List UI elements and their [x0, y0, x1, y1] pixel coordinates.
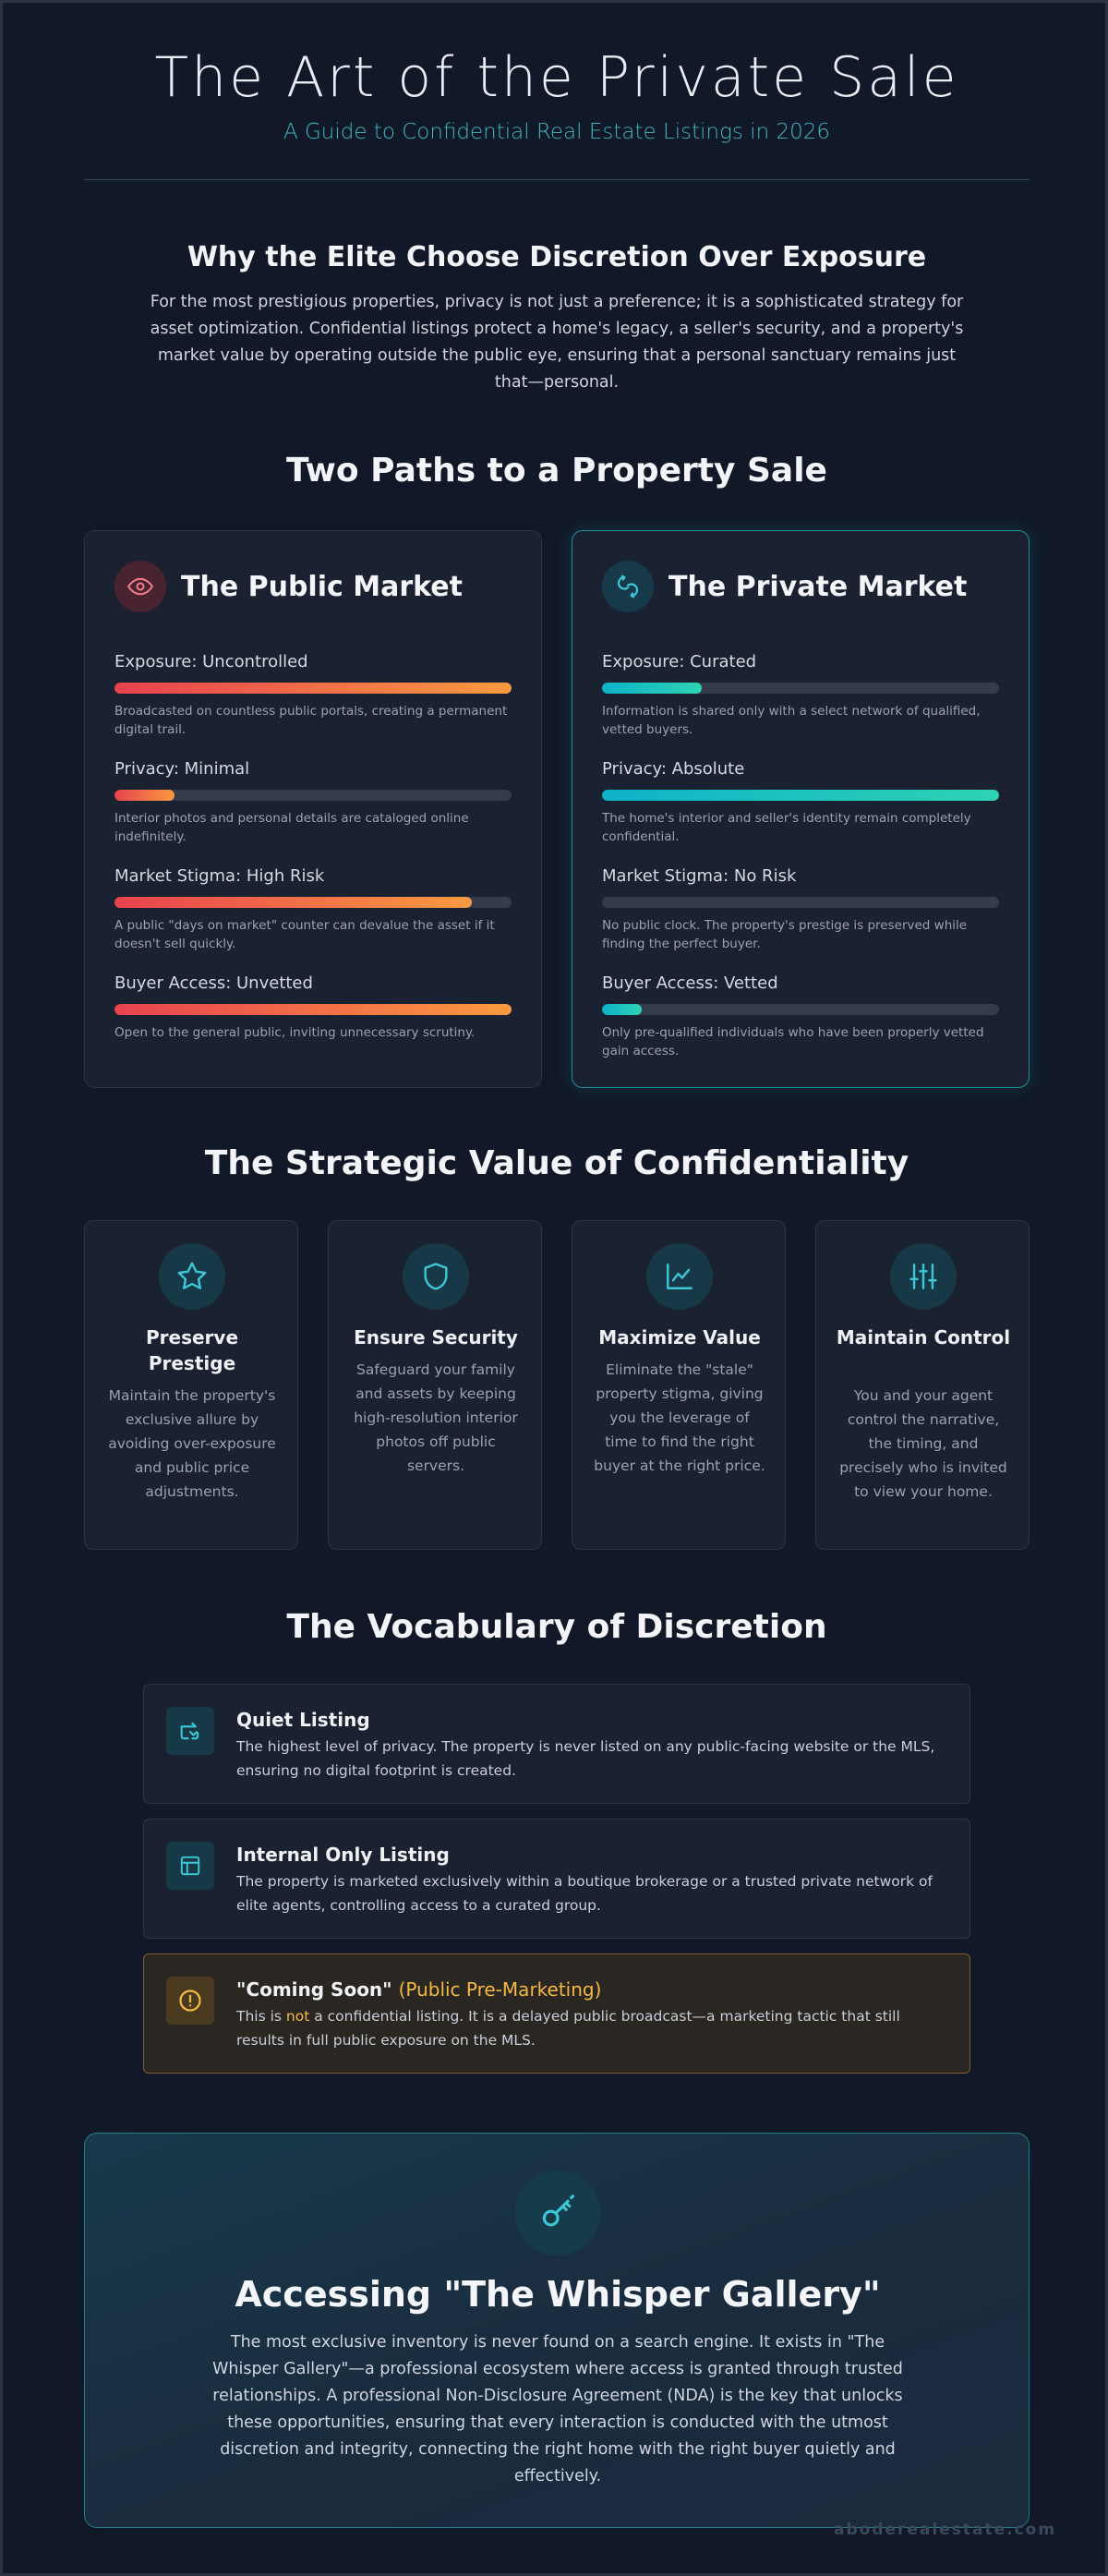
- metric-description: Information is shared only with a select network of qualified, vetted buyers.: [602, 704, 981, 737]
- metric-label: Market Stigma: No Risk: [602, 866, 797, 886]
- metric-label: Privacy: Absolute: [602, 759, 745, 779]
- vocab-title: [236, 1978, 601, 2001]
- shield-icon: [403, 1243, 469, 1310]
- public-metric: [114, 866, 512, 953]
- metric-bar-fill: [114, 897, 472, 908]
- vocab-desc-b: a confidential listing. It is a delayed public broadcast—a marketing tactic that still results in full public exposure on the MLS.: [236, 2008, 900, 2049]
- private-market-card: [572, 530, 1030, 1088]
- private-metric: [602, 974, 999, 1060]
- sliders-icon: [890, 1243, 957, 1310]
- metric-bar: [114, 1004, 512, 1015]
- metric-description: Broadcasted on countless public portals, creating a permanent digital trail.: [114, 704, 508, 737]
- metric-bar-fill: [602, 790, 999, 801]
- vocab-title-accent: (Public Pre-Marketing): [398, 1978, 602, 2001]
- public-market-title: The Public Market: [181, 570, 463, 603]
- metric-bar: [114, 897, 512, 908]
- metric-label: Market Stigma: High Risk: [114, 866, 325, 886]
- public-market-card: [84, 530, 542, 1088]
- metric-label: Exposure: Curated: [602, 652, 757, 671]
- metric-bar: [602, 1004, 999, 1015]
- vocab-description: [236, 2004, 947, 2052]
- vocab-coming-soon: [143, 1953, 970, 2074]
- metric-bar: [602, 683, 999, 694]
- metric-description: A public "days on market" counter can devalue the asset if it doesn't sell quickly.: [114, 918, 495, 951]
- vocab-title-main: "Coming Soon": [236, 1978, 392, 2001]
- value-card-prestige: [84, 1220, 298, 1550]
- metric-bar: [114, 790, 512, 801]
- private-metric: [602, 652, 999, 739]
- metric-bar: [114, 683, 512, 694]
- public-metric: [114, 759, 512, 846]
- metric-label: Exposure: Uncontrolled: [114, 652, 308, 671]
- private-metric: [602, 866, 999, 953]
- header-divider: [84, 179, 1030, 180]
- public-metric: [114, 652, 512, 739]
- metric-bar-fill: [114, 790, 175, 801]
- swap-icon: [166, 1707, 214, 1755]
- value-card-description: You and your agent control the narrative, the timing, and precisely who is invited to view your home.: [839, 1387, 1007, 1500]
- whisper-gallery-panel: [84, 2133, 1030, 2528]
- value-heading: The Strategic Value of Confidentiality: [204, 1144, 909, 1182]
- vocab-title: Internal Only Listing: [236, 1844, 450, 1866]
- value-card-title: Preserve Prestige: [145, 1326, 239, 1374]
- value-card-maximize: [572, 1220, 786, 1550]
- key-icon: [515, 2171, 600, 2256]
- vocab-desc-a: This is: [236, 2008, 286, 2025]
- chart-icon: [646, 1243, 713, 1310]
- metric-label: Buyer Access: Vetted: [602, 974, 778, 993]
- intro-text: For the most prestigious properties, privacy is not just a preference; it is a sophisticated strategy for asset optimization. Confidential listings protect a home's legacy, a seller's security, and a property's market value by operating outside the public eye, ensuring that a personal sanctuary remains just that—personal.: [150, 293, 964, 392]
- vocab-desc-highlight: not: [285, 2008, 310, 2025]
- metric-description: Only pre-qualified individuals who have been properly vetted gain access.: [602, 1025, 984, 1058]
- vocab-title: Quiet Listing: [236, 1709, 370, 1731]
- value-card-description: Safeguard your family and assets by keeping high-resolution interior photos off public servers.: [354, 1361, 518, 1474]
- vocabulary-heading: The Vocabulary of Discretion: [286, 1608, 827, 1646]
- metric-description: No public clock. The property's prestige is preserved while finding the perfect buyer.: [602, 918, 968, 951]
- vocab-internal-listing: [143, 1819, 970, 1939]
- private-market-icon: [602, 561, 654, 612]
- intro-heading: Why the Elite Choose Discretion Over Exposure: [187, 241, 927, 273]
- metric-label: Privacy: Minimal: [114, 759, 250, 779]
- metric-description: The home's interior and seller's identity remain completely confidential.: [602, 811, 971, 844]
- eye-icon: [114, 561, 166, 612]
- metric-description: Interior photos and personal details are cataloged online indefinitely.: [114, 811, 469, 844]
- vocab-quiet-listing: [143, 1684, 970, 1804]
- metric-description: Open to the general public, inviting unnecessary scrutiny.: [114, 1025, 476, 1040]
- metric-bar: [602, 790, 999, 801]
- public-metric: [114, 974, 512, 1042]
- paths-heading: Two Paths to a Property Sale: [286, 452, 827, 490]
- page-subtitle: A Guide to Confidential Real Estate Listings in 2026: [283, 120, 831, 144]
- vocab-description: The highest level of privacy. The property is never listed on any public-facing website or the MLS, ensuring no digital footprint is created.: [236, 1738, 935, 1779]
- metric-label: Buyer Access: Unvetted: [114, 974, 313, 993]
- value-card-description: Maintain the property's exclusive allure by avoiding over-exposure and public price adjustments.: [108, 1387, 276, 1500]
- page-title: The Art of the Private Sale: [154, 45, 959, 110]
- star-icon: [159, 1243, 225, 1310]
- footer-watermark: aboderealestate.com: [834, 2521, 1057, 2539]
- whisper-title: Accessing "The Whisper Gallery": [235, 2274, 881, 2315]
- value-card-description: Eliminate the "stale" property stigma, giving you the leverage of time to find the right buyer at the right price.: [594, 1361, 765, 1474]
- private-market-title: The Private Market: [668, 570, 968, 603]
- metric-bar-fill: [114, 1004, 512, 1015]
- metric-bar-fill: [114, 683, 512, 694]
- value-card-title: Ensure Security: [354, 1326, 518, 1348]
- layout-icon: [166, 1842, 214, 1890]
- private-metric: [602, 759, 999, 846]
- metric-bar-fill: [602, 683, 702, 694]
- whisper-text: The most exclusive inventory is never found on a search engine. It exists in "The Whisper Gallery"—a professional ecosystem where access is granted through trusted relationships. A professional Non-Disclosure Agreement (NDA) is the key that unlocks these opportunities, ensuring that every interaction is conducted with the utmost discretion and integrity, connecting the right home with the right buyer quietly and effectively.: [212, 2333, 903, 2485]
- metric-bar: [602, 897, 999, 908]
- vocab-description: The property is marketed exclusively within a boutique brokerage or a trusted private network of elite agents, controlling access to a curated group.: [236, 1873, 933, 1914]
- value-card-control: [815, 1220, 1030, 1550]
- alert-icon: [166, 1977, 214, 2025]
- value-card-title: Maintain Control: [836, 1326, 1011, 1348]
- metric-bar-fill: [602, 1004, 642, 1015]
- value-card-security: [328, 1220, 542, 1550]
- value-card-title: Maximize Value: [598, 1326, 761, 1348]
